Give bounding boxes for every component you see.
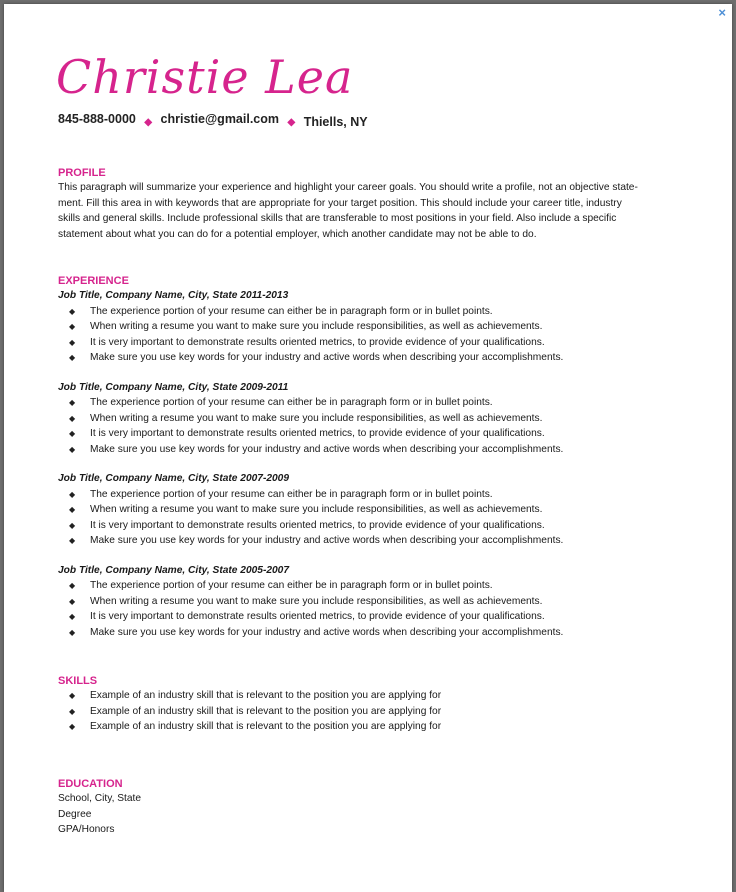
list-item: ◆ Make sure you use key words for your industry and active words when describing your accomplishments.: [58, 625, 702, 641]
bullet-diamond-icon: ◆: [69, 306, 76, 316]
email-address: christie@gmail.com: [160, 112, 280, 126]
list-item: ◆ The experience portion of your resume can either be in paragraph form or in bullet points.: [58, 578, 702, 594]
list-item: ◆ The experience portion of your resume can either be in paragraph form or in bullet points.: [58, 395, 702, 411]
education-heading: EDUCATION: [58, 778, 123, 790]
skills-list: [58, 688, 702, 735]
profile-line: ment. Fill this area in with keywords that are appropriate for your target position. This should include your career title, industry: [58, 197, 622, 209]
job-entry: [58, 471, 702, 549]
bullet-diamond-icon: ◆: [69, 444, 76, 454]
resume-page: [4, 4, 732, 892]
bullet-diamond-icon: ◆: [69, 722, 76, 731]
bullet-diamond-icon: ◆: [69, 536, 76, 545]
bullet-diamond-icon: ◆: [69, 581, 76, 590]
bullet-diamond-icon: ◆: [69, 627, 76, 637]
job-title: Job Title, Company Name, City, State 2007-2009: [58, 473, 290, 484]
candidate-name: Christie Lea: [56, 50, 354, 104]
bullet-diamond-icon: ◆: [69, 691, 76, 700]
list-item: ◆ Example of an industry skill that is relevant to the position you are applying for: [58, 688, 702, 704]
profile-line: statement about what you can do for a potential employer, which another candidate may not be able to do.: [58, 228, 537, 240]
list-item: ◆ The experience portion of your resume can either be in paragraph form or in bullet points.: [58, 304, 702, 320]
job-entry: [58, 288, 702, 366]
skills-heading: SKILLS: [58, 675, 98, 687]
list-item: ◆ Make sure you use key words for your industry and active words when describing your accomplishments.: [58, 533, 702, 549]
list-item: ◆ It is very important to demonstrate results oriented metrics, to provide evidence of your qualifications.: [58, 335, 702, 351]
list-item: ◆ When writing a resume you want to make sure you include responsibilities, as well as achievements.: [58, 319, 702, 335]
bullet-diamond-icon: ◆: [69, 520, 76, 530]
education-honors: GPA/Honors: [58, 824, 115, 835]
separator-diamond-icon: ◆: [144, 117, 153, 128]
phone-number: 845-888-0000: [58, 112, 136, 126]
close-icon[interactable]: ×: [718, 5, 726, 20]
list-item: ◆ When writing a resume you want to make sure you include responsibilities, as well as achievements.: [58, 594, 702, 610]
list-item: ◆ The experience portion of your resume can either be in paragraph form or in bullet points.: [58, 487, 702, 503]
bullet-diamond-icon: ◆: [69, 322, 76, 331]
bullet-diamond-icon: ◆: [69, 706, 76, 716]
education-section: [58, 778, 702, 838]
job-title: Job Title, Company Name, City, State 2009-2011: [58, 381, 289, 393]
list-item: ◆ It is very important to demonstrate results oriented metrics, to provide evidence of your qualifications.: [58, 609, 702, 625]
job-title: Job Title, Company Name, City, State 2011-2013: [58, 290, 289, 301]
bullet-diamond-icon: ◆: [69, 612, 76, 621]
separator-diamond-icon: ◆: [287, 117, 296, 128]
list-item: ◆ It is very important to demonstrate results oriented metrics, to provide evidence of your qualifications.: [58, 518, 702, 534]
job-entry: [58, 563, 702, 641]
education-degree: Degree: [58, 808, 92, 820]
bullet-diamond-icon: ◆: [69, 337, 76, 347]
profile-section: [58, 167, 702, 242]
bullet-diamond-icon: ◆: [69, 429, 76, 438]
list-item: ◆ Example of an industry skill that is relevant to the position you are applying for: [58, 704, 702, 720]
bullet-diamond-icon: ◆: [69, 398, 76, 407]
list-item: ◆ It is very important to demonstrate results oriented metrics, to provide evidence of your qualifications.: [58, 426, 702, 442]
experience-section: [58, 275, 702, 654]
bullet-diamond-icon: ◆: [69, 489, 76, 499]
list-item: ◆ Example of an industry skill that is relevant to the position you are applying for: [58, 719, 702, 735]
list-item: ◆ Make sure you use key words for your industry and active words when describing your accomplishments.: [58, 350, 702, 366]
bullet-diamond-icon: ◆: [69, 505, 76, 514]
job-bullets: [58, 395, 702, 457]
job-bullets: [58, 304, 702, 366]
list-item: ◆ When writing a resume you want to make sure you include responsibilities, as well as achievements.: [58, 411, 702, 427]
bullet-diamond-icon: ◆: [69, 596, 76, 606]
job-entry: [58, 380, 702, 458]
job-title: Job Title, Company Name, City, State 2005-2007: [58, 564, 290, 576]
education-school: School, City, State: [58, 793, 142, 804]
list-item: ◆ Make sure you use key words for your industry and active words when describing your accomplishments.: [58, 442, 702, 458]
profile-heading: PROFILE: [58, 167, 106, 179]
job-bullets: [58, 578, 702, 640]
contact-line: [58, 112, 368, 129]
bullet-diamond-icon: ◆: [69, 413, 76, 423]
experience-heading: EXPERIENCE: [58, 275, 129, 287]
bullet-diamond-icon: ◆: [69, 353, 76, 362]
skills-section: [58, 675, 702, 735]
job-bullets: [58, 487, 702, 549]
location: Thiells, NY: [303, 115, 368, 129]
profile-line: This paragraph will summarize your experience and highlight your career goals. You should write a profile, not an objective state-: [58, 182, 638, 193]
profile-line: skills and general skills. Include professional skills that are transferable to most positions in your field. Also include a specific: [58, 213, 617, 224]
list-item: ◆ When writing a resume you want to make sure you include responsibilities, as well as achievements.: [58, 502, 702, 518]
